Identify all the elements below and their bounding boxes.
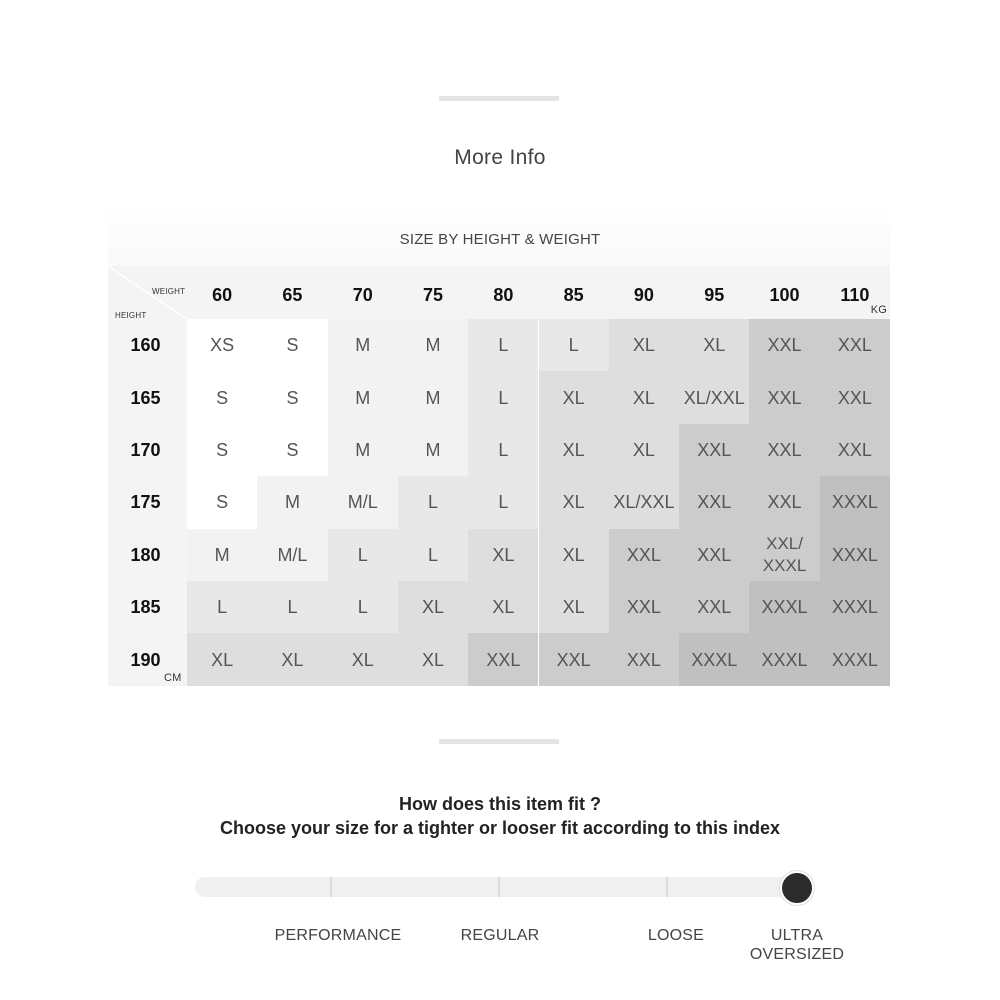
size-cell: XL (468, 581, 538, 633)
bottom-divider (439, 739, 559, 744)
size-cell: XL (539, 581, 609, 633)
size-cell: XL/XXL (609, 476, 679, 528)
fit-question-block (0, 792, 1000, 840)
height-axis-label: HEIGHT (115, 311, 147, 320)
size-cell: XXL (749, 371, 819, 423)
height-header: 170 (130, 439, 161, 460)
size-cell: L (187, 581, 257, 633)
size-cell: XL (539, 529, 609, 581)
size-cell: XXL (539, 633, 609, 685)
size-cell: S (257, 424, 327, 476)
size-cell: XXL (679, 476, 749, 528)
size-cell: S (187, 371, 257, 423)
size-cell: XXXL (820, 476, 890, 528)
size-cell: XXXL (820, 633, 890, 685)
size-cell: XXL/ XXXL (749, 529, 819, 581)
height-header: 165 (130, 387, 161, 408)
size-cell: XL (679, 319, 749, 371)
size-table (108, 266, 890, 686)
size-cell: L (539, 319, 609, 371)
size-cell: XS (187, 319, 257, 371)
size-chart-heading: SIZE BY HEIGHT & WEIGHT (399, 231, 601, 248)
size-cell: XXL (749, 424, 819, 476)
size-cell: XXL (749, 319, 819, 371)
weight-header: 65 (282, 284, 303, 305)
size-cell: L (468, 319, 538, 371)
size-cell: XXXL (820, 529, 890, 581)
size-cell: M/L (328, 476, 398, 528)
size-cell: M (328, 319, 398, 371)
size-cell: M (398, 371, 468, 423)
weight-header: 90 (633, 284, 654, 305)
size-cell: L (398, 529, 468, 581)
size-cell: XL (468, 529, 538, 581)
size-cell: XL (609, 371, 679, 423)
size-cell: XXXL (679, 633, 749, 685)
height-header: 160 (130, 335, 161, 356)
size-cell: M (187, 529, 257, 581)
size-cell: XL (539, 424, 609, 476)
size-cell: XXL (679, 529, 749, 581)
size-cell: XL (328, 633, 398, 685)
size-cell: L (328, 581, 398, 633)
fit-label-regular: REGULAR (460, 927, 540, 944)
page-title: More Info (454, 146, 546, 169)
size-cell: XXL (468, 633, 538, 685)
size-cell: XL (187, 633, 257, 685)
size-cell: XXL (749, 476, 819, 528)
weight-unit: KG (870, 304, 887, 316)
size-cell: L (468, 476, 538, 528)
height-unit: CM (164, 672, 182, 684)
size-cell: M (398, 424, 468, 476)
size-cell: XXL (679, 581, 749, 633)
fit-question: How does this item fit ? (398, 794, 601, 814)
size-cell: M/L (257, 529, 327, 581)
fit-tick (498, 877, 500, 897)
size-cell: XL (539, 476, 609, 528)
weight-header: 85 (563, 284, 584, 305)
size-cell: XXL (820, 371, 890, 423)
size-cell: XXXL (749, 633, 819, 685)
size-cell: XL (609, 424, 679, 476)
height-header: 175 (130, 492, 161, 513)
fit-tick (330, 877, 332, 897)
top-divider (439, 96, 559, 101)
fit-instruction: Choose your size for a tighter or looser fit according to this index (219, 818, 781, 838)
size-cell: S (187, 476, 257, 528)
size-cell: M (398, 319, 468, 371)
weight-header: 95 (704, 284, 725, 305)
fit-label-performance: PERFORMANCE (274, 927, 402, 944)
size-cell: M (257, 476, 327, 528)
height-header: 185 (130, 597, 161, 618)
size-cell: XL/XXL (679, 371, 749, 423)
size-cell: XL (398, 581, 468, 633)
size-cell: XXL (609, 581, 679, 633)
height-header: 180 (130, 544, 161, 565)
size-cell: XXXL (749, 581, 819, 633)
size-cell: L (468, 371, 538, 423)
size-cell: XL (609, 319, 679, 371)
height-header: 190 (130, 649, 161, 670)
size-cell: XXXL (820, 581, 890, 633)
size-cell: L (468, 424, 538, 476)
size-cell: XL (539, 371, 609, 423)
weight-header: 110 (840, 284, 870, 305)
size-cell: L (257, 581, 327, 633)
size-cell: L (398, 476, 468, 528)
fit-tick (666, 877, 668, 897)
size-cell: S (187, 424, 257, 476)
size-cell: M (328, 424, 398, 476)
fit-label-loose: LOOSE (647, 927, 705, 944)
weight-header: 60 (212, 284, 233, 305)
weight-axis-label: WEIGHT (152, 287, 186, 296)
size-cell: XXL (609, 633, 679, 685)
size-cell: S (257, 371, 327, 423)
fit-slider-track[interactable] (195, 877, 805, 897)
fit-label-ultra-oversized: ULTRA OVERSIZED (749, 927, 845, 963)
weight-header: 75 (423, 284, 444, 305)
fit-slider-knob[interactable] (780, 871, 814, 905)
weight-header: 100 (769, 284, 800, 305)
size-cell: M (328, 371, 398, 423)
size-cell: L (328, 529, 398, 581)
size-cell: XXL (679, 424, 749, 476)
size-cell: XL (257, 633, 327, 685)
size-cell: XL (398, 633, 468, 685)
size-cell: XXL (609, 529, 679, 581)
weight-header: 70 (352, 284, 373, 305)
weight-header: 80 (493, 284, 514, 305)
size-cell: S (257, 319, 327, 371)
size-cell: XXL (820, 319, 890, 371)
size-cell: XXL (820, 424, 890, 476)
